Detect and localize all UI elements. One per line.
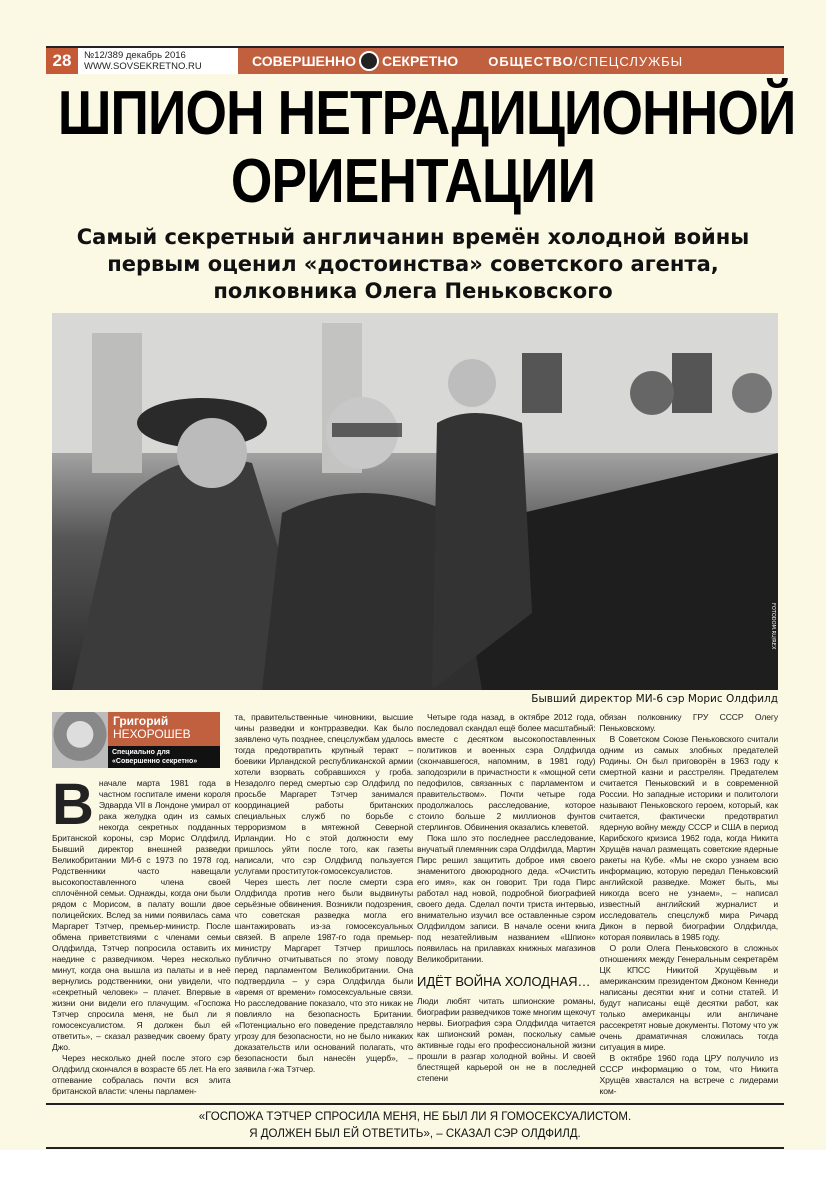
paragraph: Люди любят читать шпионские романы, биографии разведчиков тоже многим щекочут нервы. Биография сэра Олдфилда читается как шпионский роман, поскольку самые активные годы его профессиональной жизни прошли в разгар холодной войны. И своей блестящей карьерой он не в последней степени [417, 996, 596, 1083]
paragraph: начале марта 1981 года в частном госпитале имени короля Эдварда VII в Лондоне умирал от рака желудка один из самых некогда секретных подданных Британской короны, сэр Морис Олдфилд. Бывший директор внешней разведки Великобритании МИ-6 с 1973 по 1978 год. Родственники часто навещали высокопоставленного члена своей сплочённой семьи. Однажды, когда они были рядом с Морисом, в палату вошли двое полицейских. Вслед за ними появилась сама Маргарет Тэтчер, премьер-министр. После обмена приветствиями с членами семьи Олдфилда, Тэтчер попросила оставить их наедине с разведчиком. Через несколько минут, когда она вышла из палаты и в неё вернулись родственники, они увидели, что «секретный человек» – плачет. Впервые в жизни они видели его плачущим. «Госпожа Тэтчер спросила меня, не был ли я гомосексуалистом. Я должен был ей ответить», – сказал разведчик своему брату Джо. [52, 778, 231, 1052]
author-special-note [108, 746, 220, 768]
author-name [108, 712, 220, 746]
subheadline-line: полковника Олега Пеньковского [213, 279, 613, 303]
paragraph: В октябре 1960 года ЦРУ получило из СССР информацию о том, что Никита Хрущёв хвастался на встрече с лидерами ком- [599, 1053, 778, 1096]
photo-credit: FOTODOM.RU/REX [770, 603, 776, 650]
photo-caption: Бывший директор МИ-6 сэр Морис Олдфилд [531, 693, 778, 705]
paragraph: В Советском Союзе Пеньковского считали одним из самых злобных предателей Родины. Он был приговорён в 1963 году к смертной казни и расстрелян. Предателем считается Пеньковский и в современной России. Но западные историки и политологи называют Пеньковского героем, который, как считается, фактически предотвратил ядерную войну между СССР и США в период Карибского кризиса 1962 года, когда Никита Хрущёв начал размещать советские ядерные ракеты на Кубе. «Мы не скоро узнаем всю информацию, которую передал Пеньковский английской разведке. Может быть, мы никогда всего не узнаем», – написал известный английский журналист и исследователь спецслужб мира Ричард Дикон в первой биографии Олдфилда, которая появилась в 1985 году. [599, 734, 778, 942]
main-photo [52, 313, 778, 690]
rubric-sub: /СПЕЦСЛУЖБЫ [573, 53, 684, 69]
headline-line: ШПИОН НЕТРАДИЦИОННОЙ [57, 79, 796, 148]
paragraph: Через несколько дней после этого сэр Олдфилд скончался в возрасте 65 лет. На его отпевание собралась почти вся элита британской власти: члены парламен- [52, 1053, 231, 1096]
drop-cap: В [52, 772, 94, 837]
page-number: 28 [46, 48, 78, 74]
headline-line: ОРИЕНТАЦИИ [230, 147, 596, 216]
newspaper-logo [252, 51, 458, 71]
logo-left: СОВЕРШЕННО [252, 53, 356, 69]
pull-quote [46, 1103, 784, 1149]
article-column-1 [52, 712, 231, 1097]
issue-number: №12/389 декабрь 2016 [84, 50, 186, 61]
issue-info [78, 48, 238, 74]
section-rubric [488, 54, 683, 69]
spec-line: Специально для [112, 749, 170, 756]
paragraph: О роли Олега Пеньковского в сложных отношениях между Генеральным секретарём ЦК КПСС Никитой Хрущёвым и американским президентом Джоном Кеннеди написаны десятки книг и сотни статей. И будут написаны ещё десятки работ, как только американцы или англичане рассекретят новые документы. Потому что уж очень драматичная сложилась тогда ситуация в мире. [599, 943, 778, 1052]
emblem-icon [359, 51, 379, 71]
paragraph: та, правительственные чиновники, высшие чины разведки и контрразведки. Как было заявлено чуть позднее, спецслужбам удалось тогда предотвратить крупный теракт – боевики Ирландской республиканской армии хотели взорвать собравшихся у гроба. Незадолго перед смертью сэр Олдфилд по просьбе Маргарет Тэтчер занимался координацией работы британских специальных служб по борьбе с терроризмом в мятежной Северной Ирландии. Но с этой должности ему пришлось уйти после того, как газеты написали, что сэр Олдфилд пользуется услугами проституток-гомосексуалистов. [234, 712, 413, 876]
article-body [52, 712, 778, 1149]
subheadline-line: первым оценил «достоинства» советского агента, [107, 252, 719, 276]
masthead-bar [46, 46, 784, 74]
subheadline [0, 224, 826, 305]
section-subheading: ИДЁТ ВОЙНА ХОЛОДНАЯ… [417, 974, 591, 989]
brand-strip [238, 48, 784, 74]
logo-right: СЕКРЕТНО [381, 53, 459, 69]
author-first-name: Григорий [113, 714, 169, 728]
rubric-main: ОБЩЕСТВО [488, 53, 574, 69]
quote-line: Я ДОЛЖЕН БЫЛ ЕЙ ОТВЕТИТЬ», – СКАЗАЛ СЭР ОЛДФИЛД. [249, 1128, 581, 1140]
spec-line: «Совершенно секретно» [112, 758, 198, 765]
paragraph: Четыре года назад, в октябре 2012 года, последовал скандал ещё более масштабный: вместе с десятком высокопоставленных политиков и военных сэра Олдфилда (скончавшегося, напомним, в 1981 году) заподозрили в причастности к «мощной сети педофилов, связанных с парламентом и правительством». Почти четыре года продолжалось расследование, которое стоило больше 2 миллионов фунтов стерлингов. Обвинения оказались клеветой. [417, 712, 596, 832]
quote-line: «ГОСПОЖА ТЭТЧЕР СПРОСИЛА МЕНЯ, НЕ БЫЛ ЛИ Я ГОМОСЕКСУАЛИСТОМ. [198, 1111, 632, 1123]
headline [57, 79, 796, 216]
article-column-3 [417, 712, 596, 1084]
author-avatar [52, 712, 108, 768]
article-columns [52, 712, 778, 1097]
article-column-2 [235, 712, 414, 1075]
paragraph: Пока шло это последнее расследование, внучатый племянник сэра Олдфилда, Мартин Пирс решил защитить доброе имя своего знаменитого двоюродного деда. «Очистить его имя», как он говорит. Три года Пирс работал над новой, подробной биографией своего деда. Сделал почти триста интервью, внимательно изучил все оставленные сэром Олдфилдом записи. В начале осени книга под незатейливым названием «Шпион» появилась на прилавках книжных магазинов Великобритании. [417, 833, 596, 964]
paragraph: Через шесть лет после смерти сэра Олдфилда против него были выдвинуты серьёзные обвинения. Возникли подозрения, что советская разведка могла его шантажировать из-за гомосексуальных связей. В апреле 1987-го года премьер-министру Маргарет Тэтчер пришлось публично отчитываться по этому поводу перед парламентом Великобритании. Она подтвердила – у сэра Олдфилда были «время от времени» гомосексуальные связи. Но расследование показало, что это никак не повлияло на безопасность Британии. «Потенциально его поведение представляло угрозу для безопасности, но не было никаких доказательств или оснований полагать, что безопасности был нанесён ущерб», – заявила г-жа Тэтчер. [234, 877, 413, 1074]
subheadline-line: Самый секретный англичанин времён холодной войны [76, 225, 750, 249]
photo-illustration [52, 313, 778, 690]
paragraph: обязан полковнику ГРУ СССР Олегу Пеньковскому. [599, 712, 778, 733]
author-box [52, 712, 220, 768]
site-url[interactable]: WWW.SOVSEKRETNO.RU [84, 61, 202, 72]
article-column-4 [600, 712, 779, 1097]
author-last-name: НЕХОРОШЕВ [113, 727, 191, 741]
